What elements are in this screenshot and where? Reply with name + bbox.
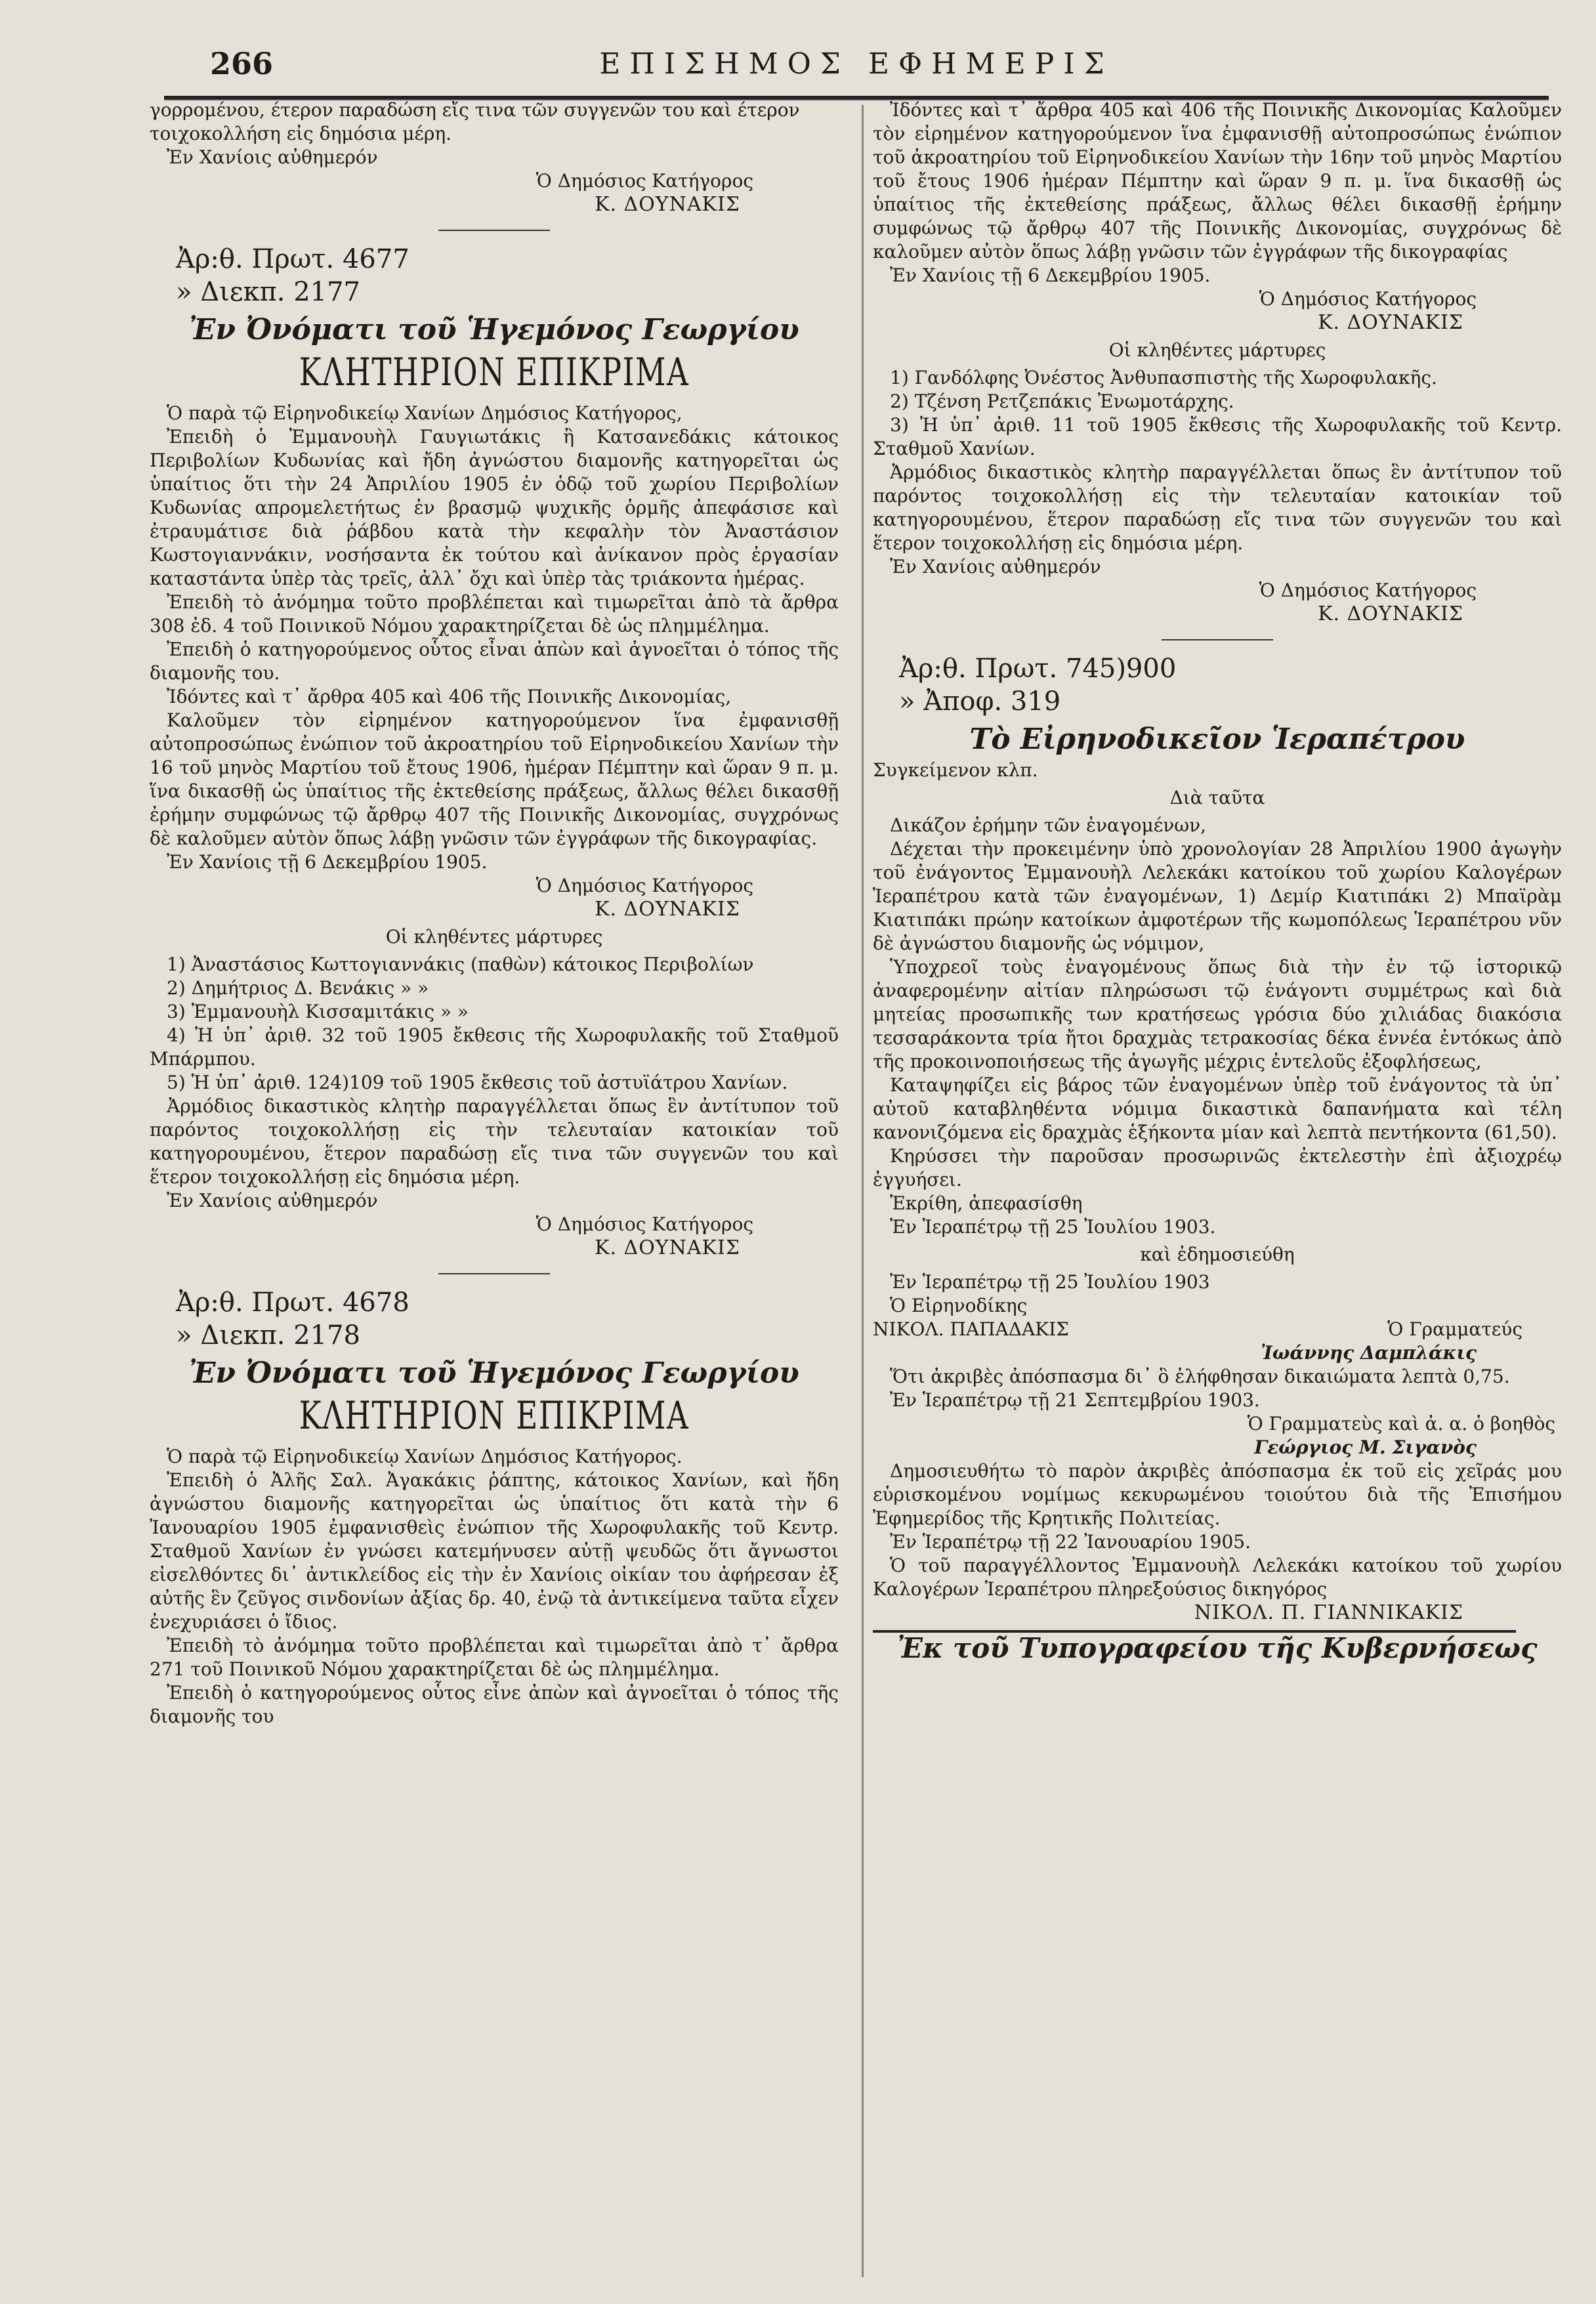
clerk-title: Ὁ Γραμματεύς bbox=[1387, 1318, 1522, 1340]
signature-title: Ὁ Δημόσιος Κατήγορος bbox=[536, 875, 753, 896]
body-paragraph: Δημοσιευθήτω τὸ παρὸν ἀκριβὲς ἀπόσπασμα ἐκ τοῦ εἰς χεῖράς μου εὑρισκομένου νομίμως κεκυρωμένου τοιούτου διὰ τῆς Ἐπισήμου Ἐφημερίδος τῆς Κρητικῆς Πολιτείας. bbox=[873, 1460, 1562, 1529]
section-divider bbox=[438, 1273, 550, 1274]
body-paragraph: Ἐπειδὴ ὁ Ἀλῆς Σαλ. Ἀγακάκις ῥάπτης, κάτοικος Χανίων, καὶ ἤδη ἀγνώστου διαμονῆς κατηγορεῖται ὡς ὑπαίτιος ὅτι κατὰ τὴν 6 Ἰανουαρίου 1905 ἐμφανισθεὶς ἐνώπιον τῆς Χωροφυλακῆς τοῦ Κεντρ. Σταθμοῦ Χανίων ἐν γνώσει κατεμήνυσεν αὐτῇ ψευδῶς ὅτι ἄγνωστοι εἰσελθόντες δι᾽ ἀντικλείδος εἰς τὴν ἐν Χανίοις οἰκίαν του ἀφήρεσαν ἐξ αὐτῆς ἓν ζεῦγος σινδονίων ἀξίας δρ. 40, ἐνῷ τὰ ἀντικείμενα ταῦτα εἶχεν ἐνεχυριάσει ὁ ἴδιος. bbox=[150, 1469, 839, 1633]
document-date: Ἐν Χανίοις τῇ 6 Δεκεμβρίου 1905. bbox=[167, 851, 488, 873]
body-paragraph: Δέχεται τὴν προκειμένην ὑπὸ χρονολογίαν 28 Ἀπριλίου 1900 ἀγωγὴν τοῦ ἐνάγοντος Ἐμμανουὴλ Λελεκάκι κατοίκου τοῦ χωρίου Καλογέρων Ἱεραπέτρου κατὰ τῶν ἐναγομένων, 1) Δεμίρ Κιατιπάκι 2) Μπαϊρὰμ Κιατιπάκι πρώην κατοίκων ἀμφοτέρων τῆς κωμοπόλεως Ἱεραπέτρου νῦν δὲ ἀγνώστου διαμονῆς ὡς νόμιμον, bbox=[873, 838, 1562, 954]
clerk-name: Γεώργιος Μ. Σιγανὸς bbox=[1254, 1436, 1477, 1458]
witness-item: 3) Ἡ ὑπ᾽ ἀριθ. 11 τοῦ 1905 ἔκθεσις τῆς Χωροφυλακῆς τοῦ Κεντρ. Σταθμοῦ Χανίων. bbox=[873, 414, 1562, 459]
right-column bbox=[873, 98, 1562, 1663]
signature-title: Ὁ Δημόσιος Κατήγορος bbox=[536, 1213, 753, 1235]
document-date: Ἐν Χανίοις αὐθημερόν bbox=[890, 556, 1101, 577]
witnesses-title: Οἱ κληθέντες μάρτυρες bbox=[385, 926, 603, 948]
intro-line: γορρομένου, έτερον παραδώση εἴς τινα τῶν συγγενῶν του καὶ έτερον bbox=[150, 99, 800, 121]
copy-line: Ὅτι ἀκριβὲς ἀπόσπασμα δι᾽ ὃ ἐλήφθησαν δικαιώματα λεπτὰ 0,75. bbox=[890, 1366, 1510, 1387]
protocol-number: Ἀρ:θ. Πρωτ. 4677 bbox=[176, 244, 410, 274]
dispatch-number: » Διεκπ. 2178 bbox=[176, 1320, 360, 1351]
document-date: Ἐν Χανίοις αὐθημερόν bbox=[167, 1190, 378, 1211]
signatures-row bbox=[873, 1318, 1562, 1341]
body-paragraph: Ἐπειδὴ ὁ κατηγορούμενος οὗτος εἶναι ἀπὼν καὶ ἀγνοεῖται ὁ τόπος τῆς διαμονῆς του. bbox=[150, 639, 839, 684]
witness-item: 4) Ἡ ὑπ᾽ ἀριθ. 32 τοῦ 1905 ἔκθεσις τῆς Χωροφυλακῆς τοῦ Σταθμοῦ Μπάρμπου. bbox=[150, 1024, 839, 1070]
dia-tauta: Διὰ ταῦτα bbox=[1169, 787, 1265, 808]
left-column bbox=[150, 98, 839, 1728]
witness-item: 5) Ἡ ὑπ᾽ ἀριθ. 124)109 τοῦ 1905 ἔκθεσις τοῦ ἀστυϊάτρου Χανίων. bbox=[167, 1072, 788, 1093]
body-paragraph: Ὑποχρεοῖ τοὺς ἐναγομένους ὅπως διὰ τὴν ἐν τῷ ἱστορικῷ ἀναφερομένην αἰτίαν πληρώσωσι τῷ ἐνάγοντι συμμέτρως καὶ διὰ μητείας προσωπικῆς των κρατήσεως γρόσια δύο χιλιάδας διακόσια τεσσαράκοντα τρία ἤτοι δραχμὰς τετρακοσίας δέκα ἐννέα ἐντόκως ἀπὸ τῆς προκοινοποιήσεως τῆς ἀγωγῆς μέχρις ἐντελοῦς ἐξοφλήσεως, bbox=[873, 956, 1562, 1072]
page-header bbox=[164, 38, 1549, 104]
section-divider bbox=[438, 230, 550, 231]
signature-title: Ὁ Δημόσιος Κατήγορος bbox=[1259, 288, 1477, 310]
body-paragraph: Ἐπειδὴ ὁ Ἐμμανουὴλ Γαυγιωτάκις ἢ Κατσανεδάκις κάτοικος Περιβολίων Κυδωνίας καὶ ἤδη ἀγνώστου διαμονῆς κατηγορεῖται ὡς ὑπαίτιος ὅτι τὴν 24 Ἀπριλίου 1905 ἐν ὁδῷ τοῦ χωρίου Περιβολίων Κυδωνίας απρομελετήτως ἐν βρασμῷ ψυχικῆς ὁρμῆς ἀπεφάσισε καὶ ἐτραυμάτισε διὰ ῥάβδου κατὰ τὴν κεφαλὴν τὸν Ἀναστάσιον Κωστογιαννάκιν, νοσήσαντα ἐκ τούτου καὶ ἀνίκανον πρὸς ἐργασίαν καταστάντα ὑπὲρ τὰς τρεῖς, ἀλλ᾽ ὄχι καὶ ὑπὲρ τὰς τριάκοντα ἡμέρας. bbox=[150, 426, 839, 589]
signature-title: Ὁ Δημόσιος Κατήγορος bbox=[1259, 579, 1477, 601]
section-divider bbox=[1162, 639, 1273, 640]
judge-title: Ὁ Εἰρηνοδίκης bbox=[890, 1295, 1028, 1316]
section-title: ΚΛΗΤΗΡΙΟΝ ΕΠΙΚΡΙΜΑ bbox=[299, 1393, 690, 1438]
body-paragraph: Κηρύσσει τὴν παροῦσαν προσωρινῶς ἐκτελεστὴν ἐπὶ ἀξιοχρέῳ ἐγγυήσει. bbox=[873, 1145, 1562, 1190]
witness-item: 1) Ἀναστάσιος Κωττογιαννάκις (παθὼν) κάτοικος Περιβολίων bbox=[167, 953, 754, 975]
page-title: ΕΠΙΣΗΜΟΣ ΕΦΗΜΕΡΙΣ bbox=[599, 47, 1114, 81]
body-paragraph: Ἀρμόδιος δικαστικὸς κλητὴρ παραγγέλλεται ὅπως ἓν ἀντίτυπον τοῦ παρόντος τοιχοκολλήσῃ εἰς τὴν τελευταίαν κατοικίαν τοῦ κατηγορουμένου, ἕτερον παραδώσῃ εἴς τινα τῶν συγγενῶν του καὶ ἕτερον τοιχοκολλήσῃ εἰς δημόσια μέρη. bbox=[873, 461, 1562, 554]
section-title: ΚΛΗΤΗΡΙΟΝ ΕΠΙΚΡΙΜΑ bbox=[299, 350, 690, 394]
court-title: Τὸ Εἰρηνοδικεῖον Ἱεραπέτρου bbox=[969, 723, 1465, 756]
body-paragraph: Ἀρμόδιος δικαστικὸς κλητὴρ παραγγέλλεται ὅπως ἓν ἀντίτυπον τοῦ παρόντος τοιχοκολλήσῃ εἰς τὴν τελευταίαν κατοικίαν τοῦ κατηγορουμένου, ἕτερον παραδώσῃ εἴς τινα τῶν συγγενῶν του καὶ ἕτερον τοιχοκολλήσῃ εἰς δημόσια μέρη. bbox=[150, 1095, 839, 1188]
witnesses-title: Οἱ κληθέντες μάρτυρες bbox=[1108, 339, 1326, 361]
document-date: Ἐν Ἱεραπέτρῳ τῇ 21 Σεπτεμβρίου 1903. bbox=[890, 1389, 1260, 1411]
signature-name: Κ. ΔΟΥΝΑΚΙΣ bbox=[1318, 602, 1463, 625]
signature-name: Κ. ΔΟΥΝΑΚΙΣ bbox=[595, 898, 740, 921]
signature-name: Κ. ΔΟΥΝΑΚΙΣ bbox=[595, 193, 740, 216]
section-heading: Ἐν Ὀνόματι τοῦ Ἡγεμόνος Γεωργίου bbox=[189, 1356, 799, 1390]
intro-line: τοιχοκολλήση εἰς δημόσια μέρη. bbox=[150, 123, 452, 144]
document-date: Ἐν Ἱεραπέτρῳ τῇ 25 Ἰουλίου 1903. bbox=[890, 1216, 1216, 1238]
page-number: 266 bbox=[210, 46, 274, 81]
column-divider bbox=[862, 105, 864, 2277]
body-paragraph: Ἐπειδὴ τὸ ἀνόμημα τοῦτο προβλέπεται καὶ τιμωρεῖται ἀπὸ τ᾽ ἄρθρα 271 τοῦ Ποινικοῦ Νόμου χαρακτηρίζεται δὲ ὡς πλημμέλημα. bbox=[150, 1635, 839, 1680]
witness-item: 3) Ἐμμανουὴλ Κισσαμιτάκις » » bbox=[167, 1001, 469, 1022]
signature-name: Κ. ΔΟΥΝΑΚΙΣ bbox=[1318, 311, 1463, 334]
body-paragraph: Ἐπειδὴ ὁ κατηγορούμενος οὗτος εἶνε ἀπὼν καὶ ἀγνοεῖται ὁ τόπος τῆς διαμονῆς του bbox=[150, 1682, 839, 1727]
body-paragraph: Ἰδόντες καὶ τ᾽ ἄρθρα 405 καὶ 406 τῆς Ποινικῆς Δικονομίας, bbox=[167, 686, 732, 707]
protocol-number: Ἀρ:θ. Πρωτ. 4678 bbox=[176, 1288, 410, 1318]
judge-name: ΝΙΚΟΛ. ΠΑΠΑΔΑΚΙΣ bbox=[873, 1318, 1069, 1340]
printer-imprint: Ἐκ τοῦ Τυπογραφείου τῆς Κυβερνήσεως bbox=[897, 1632, 1538, 1664]
document-date: Ἐν Χανίοις τῇ 6 Δεκεμβρίου 1905. bbox=[890, 264, 1211, 286]
published-line: καὶ ἐδημοσιεύθη bbox=[1140, 1244, 1295, 1265]
protocol-number: Ἀρ:θ. Πρωτ. 745)900 bbox=[899, 654, 1177, 684]
body-paragraph: Δικάζον ἐρήμην τῶν ἐναγομένων, bbox=[890, 814, 1206, 836]
body-paragraph: Καλοῦμεν τὸν εἰρημένον κατηγορούμενον ἵνα ἐμφανισθῇ αὐτοπροσώπως ἐνώπιον τοῦ ἀκροατηρίου τοῦ Εἰρηνοδικείου Χανίων τὴν 16 τοῦ μηνὸς Μαρτίου τοῦ ἔτους 1906, ἡμέραν Πέμπτην καὶ ὥραν 9 π. μ. ἵνα δικασθῇ ὡς ὑπαίτιος τῆς ἐκτεθείσης πράξεως, ἄλλως θέλει δικασθῇ ἐρήμην συμφώνως τῷ ἄρθρῳ 407 τῆς Ποινικῆς Δικονομίας, συγχρόνως δὲ καλοῦμεν αὐτὸν ὅπως λάβῃ γνῶσιν τῶν ἐγγράφων τῆς δικογραφίας. bbox=[150, 709, 839, 849]
lawyer-name: ΝΙΚΟΛ. Π. ΓΙΑΝΝΙΚΑΚΙΣ bbox=[1194, 1601, 1463, 1624]
section-heading: Ἐν Ὀνόματι τοῦ Ἡγεμόνος Γεωργίου bbox=[189, 313, 799, 346]
document-date: Ἐν Ἱεραπέτρῳ τῇ 22 Ἰανουαρίου 1905. bbox=[890, 1531, 1251, 1553]
body-paragraph: Ἐπειδὴ τὸ ἀνόμημα τοῦτο προβλέπεται καὶ τιμωρεῖται ἀπὸ τὰ ἄρθρα 308 ἐδ. 4 τοῦ Ποινικοῦ Νόμου χαρακτηρίζεται δὲ ὡς πλημμέλημα. bbox=[150, 591, 839, 637]
body-paragraph: Ὁ τοῦ παραγγέλλοντος Ἐμμανουὴλ Λελεκάκι κατοίκου τοῦ χωρίου Καλογέρων Ἱεραπέτρου πληρεξούσιος δικηγόρος bbox=[873, 1555, 1562, 1600]
body-paragraph: Καταψηφίζει εἰς βάρος τῶν ἐναγομένων ὑπὲρ τοῦ ἐνάγοντος τὰ ὑπ᾽ αὐτοῦ καταβληθέντα νόμιμα δικαστικὰ δαπανήματα καὶ τέλη κανονιζόμενα εἰς δραχμὰς ἑξήκοντα μίαν καὶ λεπτὰ πεντήκοντα (61,50). bbox=[873, 1074, 1562, 1143]
witness-item: 1) Γανδόλφης Ὀνέστος Ἀνθυπασπιστὴς τῆς Χωροφυλακῆς. bbox=[890, 367, 1437, 388]
decision-line: Ἐκρίθη, ἀπεφασίσθη bbox=[890, 1192, 1083, 1214]
document-date: Ἐν Ἱεραπέτρῳ τῇ 25 Ἰουλίου 1903 bbox=[890, 1271, 1210, 1293]
signature-name: Κ. ΔΟΥΝΑΚΙΣ bbox=[595, 1236, 740, 1259]
intro-date: Ἐν Χανίοις αὐθημερόν bbox=[167, 146, 378, 168]
body-paragraph: Ἰδόντες καὶ τ᾽ ἄρθρα 405 καὶ 406 τῆς Ποινικῆς Δικονομίας Καλοῦμεν τὸν εἰρημένον κατηγορούμενον ἵνα ἐμφανισθῇ αὐτοπροσώπως ἐνώπιον τοῦ ἀκροατηρίου τοῦ Εἰρηνοδικείου Χανίων τὴν 16ην τοῦ μηνὸς Μαρτίου τοῦ ἔτους 1906 ἡμέραν Πέμπτην καὶ ὥραν 9 π. μ. ἵνα δικασθῇ ὡς ὑπαίτιος τῆς ἐκτεθείσης πράξεως, ἄλλως θέλει δικασθῇ ἐρήμην συμφώνως τῷ ἄρθρῳ 407 τῆς Ποινικῆς Δικονομίας, συγχρόνως δὲ καλοῦμεν αὐτὸν ὅπως λάβῃ γνῶσιν τῶν ἐγγράφων τῆς δικογραφίας bbox=[873, 99, 1562, 262]
decision-number: » Ἀποφ. 319 bbox=[899, 686, 1061, 717]
signature-title: Ὁ Δημόσιος Κατήγορος bbox=[536, 170, 753, 192]
issuer-line: Ὁ παρὰ τῷ Εἰρηνοδικείῳ Χανίων Δημόσιος Κατήγορος, bbox=[167, 402, 682, 424]
clerk-title: Ὁ Γραμματεὺς καὶ ἀ. α. ὁ βοηθὸς bbox=[1247, 1413, 1555, 1435]
witness-item: 2) Δημήτριος Δ. Βενάκις » » bbox=[167, 977, 429, 999]
witness-item: 2) Τζένση Ρετζεπάκις Ἐνωμοτάρχης. bbox=[890, 390, 1234, 412]
body-paragraph: Ὁ παρὰ τῷ Εἰρηνοδικείῳ Χανίων Δημόσιος Κατήγορος. bbox=[167, 1446, 682, 1467]
dispatch-number: » Διεκπ. 2177 bbox=[176, 277, 360, 307]
court-subtitle: Συγκείμενον κλπ. bbox=[873, 759, 1038, 781]
clerk-name: Ἰωάννης Δαμπλάκις bbox=[1261, 1342, 1477, 1364]
